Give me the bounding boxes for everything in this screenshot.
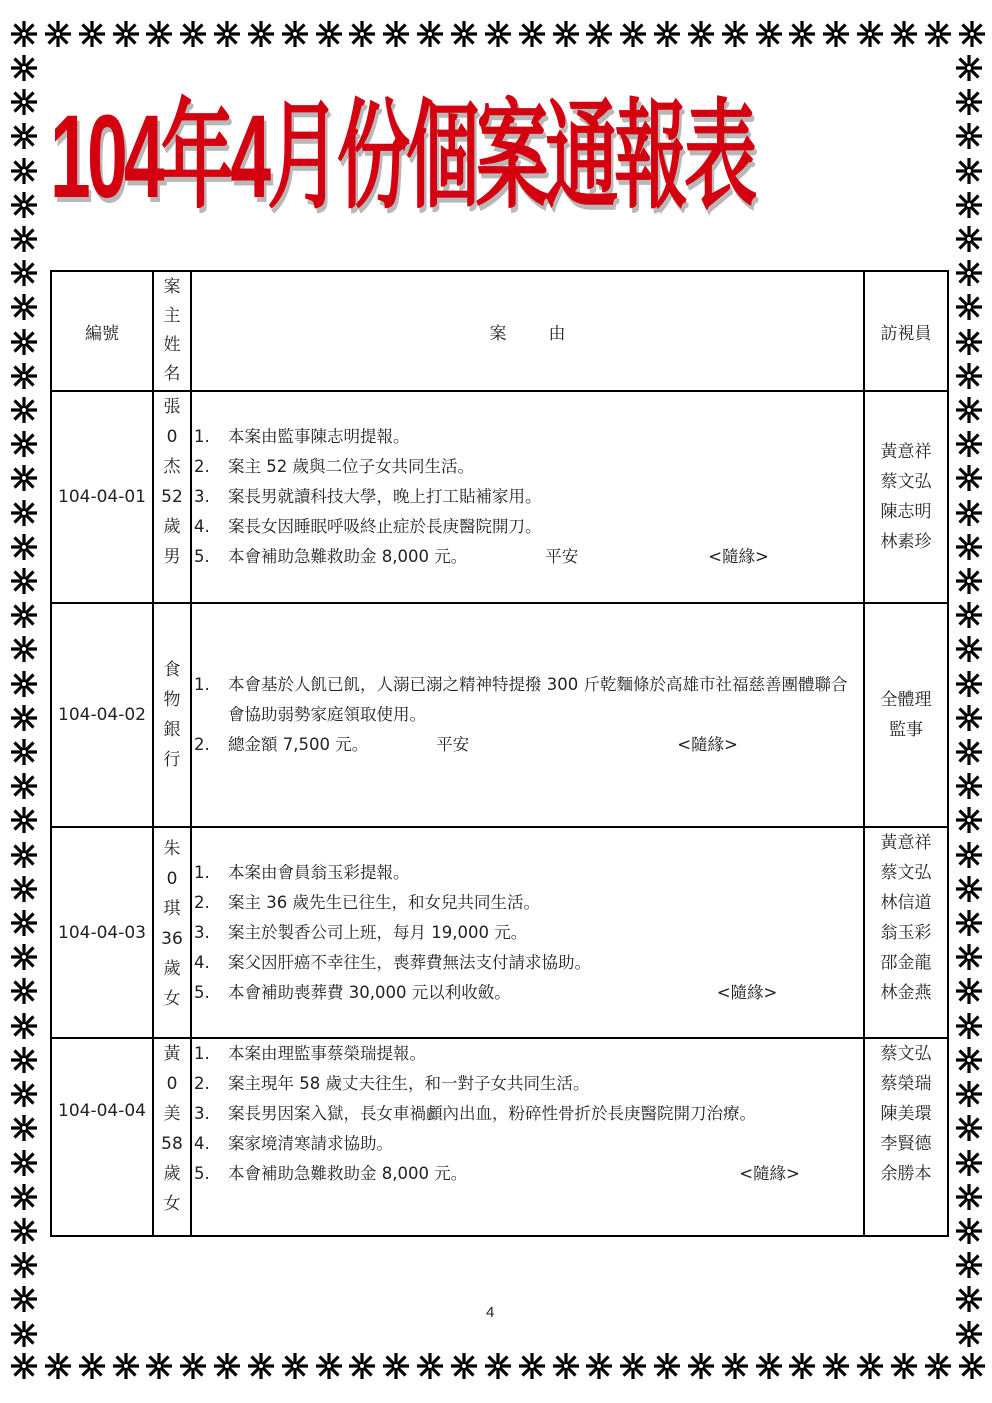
asterisk-star-icon bbox=[416, 20, 444, 48]
asterisk-star-icon bbox=[619, 1352, 647, 1380]
asterisk-star-icon bbox=[10, 841, 38, 869]
asterisk-star-icon bbox=[552, 20, 580, 48]
asterisk-star-icon bbox=[179, 20, 207, 48]
asterisk-star-icon bbox=[890, 20, 918, 48]
client-name-char: 0 bbox=[166, 1074, 178, 1094]
asterisk-star-icon bbox=[348, 1352, 376, 1380]
asterisk-star-icon bbox=[924, 20, 952, 48]
item-text: 總金額 7,500 元。 bbox=[228, 735, 369, 754]
asterisk-star-icon bbox=[755, 20, 783, 48]
item-text: 本會補助急難救助金 8,000 元。 bbox=[228, 1164, 468, 1183]
asterisk-star-icon bbox=[247, 20, 275, 48]
item-text: 本案由會員翁玉彩提報。 bbox=[228, 862, 410, 882]
asterisk-star-icon bbox=[179, 1352, 207, 1380]
asterisk-star-icon bbox=[213, 20, 241, 48]
reason-item bbox=[192, 542, 863, 572]
item-number: 2. bbox=[194, 735, 210, 754]
client-name-char: 女 bbox=[163, 989, 181, 1009]
header-name-char: 主 bbox=[163, 306, 181, 326]
item-number: 5. bbox=[194, 547, 210, 566]
client-name-char: 女 bbox=[163, 1194, 181, 1214]
asterisk-star-icon bbox=[955, 293, 983, 321]
item-text: 案長男就讀科技大學，晚上打工貼補家用。 bbox=[228, 487, 542, 506]
asterisk-star-icon bbox=[955, 157, 983, 185]
client-name bbox=[153, 391, 191, 603]
client-name-char: 黃 bbox=[163, 1044, 181, 1064]
case-reason bbox=[191, 603, 864, 827]
asterisk-star-icon bbox=[112, 20, 140, 48]
asterisk-star-icon bbox=[213, 1352, 241, 1380]
asterisk-star-icon bbox=[44, 20, 72, 48]
asterisk-star-icon bbox=[955, 1251, 983, 1279]
asterisk-star-icon bbox=[10, 909, 38, 937]
client-name-char: 張 bbox=[163, 397, 181, 417]
visitors bbox=[864, 827, 948, 1038]
asterisk-star-icon bbox=[10, 430, 38, 458]
visitor-name: 林信道 bbox=[880, 893, 932, 913]
client-name-char: 58 bbox=[161, 1134, 183, 1154]
asterisk-star-icon bbox=[955, 464, 983, 492]
asterisk-star-icon bbox=[10, 191, 38, 219]
header-name-char: 姓 bbox=[163, 335, 181, 355]
case-report-table bbox=[50, 270, 949, 1237]
asterisk-star-icon bbox=[10, 1046, 38, 1074]
asterisk-star-icon bbox=[382, 20, 410, 48]
reason-item bbox=[192, 978, 863, 1008]
asterisk-star-icon bbox=[955, 430, 983, 458]
item-number: 5. bbox=[194, 982, 210, 1002]
client-name-char: 琪 bbox=[163, 899, 181, 919]
asterisk-star-icon bbox=[382, 1352, 410, 1380]
item-text: 案長男因案入獄，長女車禍顱內出血，粉碎性骨折於長庚醫院開刀治療。 bbox=[228, 1104, 756, 1123]
table-row bbox=[51, 603, 948, 827]
asterisk-star-icon bbox=[955, 362, 983, 390]
case-id: 104-04-01 bbox=[51, 391, 153, 603]
star-border-left bbox=[10, 54, 40, 1348]
asterisk-star-icon bbox=[484, 1352, 512, 1380]
item-number: 3. bbox=[194, 1104, 210, 1123]
item-text: 案長女因睡眠呼吸終止症於長庚醫院開刀。 bbox=[228, 517, 542, 536]
reason-item bbox=[192, 888, 863, 918]
donation-tag: <隨緣> bbox=[739, 1164, 800, 1183]
visitor-name: 陳美環 bbox=[880, 1104, 932, 1124]
item-text: 案主於製香公司上班，每月 19,000 元。 bbox=[228, 922, 528, 942]
asterisk-star-icon bbox=[955, 977, 983, 1005]
asterisk-star-icon bbox=[955, 670, 983, 698]
asterisk-star-icon bbox=[78, 20, 106, 48]
header-reason-a: 案 bbox=[489, 323, 507, 344]
asterisk-star-icon bbox=[247, 1352, 275, 1380]
reason-item bbox=[192, 730, 863, 760]
visitor-name: 李賢德 bbox=[880, 1134, 932, 1154]
item-text: 案主 52 歲與二位子女共同生活。 bbox=[228, 457, 474, 476]
client-name-char: 美 bbox=[163, 1104, 181, 1124]
item-text: 案父因肝癌不幸往生，喪葬費無法支付請求協助。 bbox=[228, 952, 591, 972]
asterisk-star-icon bbox=[10, 1183, 38, 1211]
asterisk-star-icon bbox=[10, 1080, 38, 1108]
client-name-char: 歲 bbox=[163, 1164, 181, 1184]
item-number: 1. bbox=[194, 675, 210, 694]
asterisk-star-icon bbox=[10, 20, 38, 48]
asterisk-star-icon bbox=[10, 1320, 38, 1348]
asterisk-star-icon bbox=[112, 1352, 140, 1380]
asterisk-star-icon bbox=[955, 328, 983, 356]
asterisk-star-icon bbox=[788, 20, 816, 48]
asterisk-star-icon bbox=[955, 772, 983, 800]
asterisk-star-icon bbox=[721, 1352, 749, 1380]
asterisk-star-icon bbox=[518, 20, 546, 48]
asterisk-star-icon bbox=[281, 20, 309, 48]
reason-item bbox=[192, 1039, 863, 1069]
page-number: 4 bbox=[486, 1304, 495, 1321]
asterisk-star-icon bbox=[955, 1149, 983, 1177]
asterisk-star-icon bbox=[10, 157, 38, 185]
visitor-name: 翁玉彩 bbox=[880, 923, 932, 943]
asterisk-star-icon bbox=[955, 601, 983, 629]
asterisk-star-icon bbox=[348, 20, 376, 48]
item-number: 5. bbox=[194, 1164, 210, 1183]
header-reason bbox=[191, 271, 864, 391]
client-name-char: 歲 bbox=[163, 959, 181, 979]
header-name-char: 名 bbox=[163, 364, 181, 384]
asterisk-star-icon bbox=[955, 122, 983, 150]
client-name-char: 歲 bbox=[163, 517, 181, 537]
client-name-char: 物 bbox=[163, 690, 181, 710]
item-number: 2. bbox=[194, 1074, 210, 1093]
peace-note: 平安 bbox=[545, 547, 579, 566]
donation-tag: <隨緣> bbox=[677, 735, 738, 754]
client-name-char: 36 bbox=[161, 929, 183, 949]
asterisk-star-icon bbox=[10, 328, 38, 356]
star-border-top bbox=[10, 20, 986, 50]
asterisk-star-icon bbox=[856, 1352, 884, 1380]
star-border-bottom bbox=[10, 1352, 986, 1382]
client-name-char: 食 bbox=[163, 660, 181, 680]
reason-item bbox=[192, 1099, 863, 1129]
asterisk-star-icon bbox=[955, 1320, 983, 1348]
asterisk-star-icon bbox=[822, 1352, 850, 1380]
asterisk-star-icon bbox=[10, 1114, 38, 1142]
visitor-name: 林金燕 bbox=[880, 983, 932, 1003]
asterisk-star-icon bbox=[10, 738, 38, 766]
asterisk-star-icon bbox=[687, 1352, 715, 1380]
asterisk-star-icon bbox=[552, 1352, 580, 1380]
asterisk-star-icon bbox=[10, 225, 38, 253]
item-number: 2. bbox=[194, 892, 210, 912]
item-text: 本案由監事陳志明提報。 bbox=[228, 427, 410, 446]
case-reason bbox=[191, 827, 864, 1038]
visitors bbox=[864, 603, 948, 827]
asterisk-star-icon bbox=[10, 772, 38, 800]
visitor-name: 邵金龍 bbox=[880, 953, 932, 973]
header-name-char: 案 bbox=[163, 277, 181, 297]
visitor-name: 林素珍 bbox=[880, 532, 932, 552]
asterisk-star-icon bbox=[585, 20, 613, 48]
visitor-name: 黃意祥 bbox=[880, 833, 932, 853]
reason-item bbox=[192, 1069, 863, 1099]
asterisk-star-icon bbox=[416, 1352, 444, 1380]
client-name-char: 0 bbox=[166, 427, 178, 447]
item-text: 案主 36 歲先生已往生，和女兒共同生活。 bbox=[228, 892, 540, 912]
client-name bbox=[153, 603, 191, 827]
case-reason bbox=[191, 1038, 864, 1236]
header-client-name bbox=[153, 271, 191, 391]
asterisk-star-icon bbox=[924, 1352, 952, 1380]
visitor-name: 蔡文弘 bbox=[880, 863, 932, 883]
asterisk-star-icon bbox=[856, 20, 884, 48]
asterisk-star-icon bbox=[10, 875, 38, 903]
item-text: 本會補助喪葬費 30,000 元以利收斂。 bbox=[228, 982, 511, 1002]
reason-item bbox=[192, 948, 863, 978]
case-id: 104-04-03 bbox=[51, 827, 153, 1038]
asterisk-star-icon bbox=[687, 20, 715, 48]
reason-item bbox=[192, 858, 863, 888]
asterisk-star-icon bbox=[10, 1251, 38, 1279]
asterisk-star-icon bbox=[10, 54, 38, 82]
asterisk-star-icon bbox=[958, 20, 986, 48]
asterisk-star-icon bbox=[955, 1114, 983, 1142]
asterisk-star-icon bbox=[10, 943, 38, 971]
donation-tag: <隨緣> bbox=[708, 547, 769, 566]
asterisk-star-icon bbox=[955, 499, 983, 527]
asterisk-star-icon bbox=[755, 1352, 783, 1380]
asterisk-star-icon bbox=[10, 122, 38, 150]
asterisk-star-icon bbox=[955, 225, 983, 253]
asterisk-star-icon bbox=[955, 567, 983, 595]
item-number: 1. bbox=[194, 427, 210, 446]
item-number: 1. bbox=[194, 862, 210, 882]
case-id: 104-04-02 bbox=[51, 603, 153, 827]
asterisk-star-icon bbox=[315, 20, 343, 48]
item-number: 1. bbox=[194, 1044, 210, 1063]
visitor-name: 陳志明 bbox=[880, 502, 932, 522]
visitors bbox=[864, 391, 948, 603]
reason-item bbox=[192, 512, 863, 542]
asterisk-star-icon bbox=[955, 88, 983, 116]
asterisk-star-icon bbox=[955, 635, 983, 663]
client-name bbox=[153, 827, 191, 1038]
asterisk-star-icon bbox=[955, 54, 983, 82]
asterisk-star-icon bbox=[955, 533, 983, 561]
header-reason-b: 由 bbox=[548, 323, 566, 344]
reason-item bbox=[192, 918, 863, 948]
asterisk-star-icon bbox=[955, 704, 983, 732]
visitor-name: 黃意祥 bbox=[880, 442, 932, 462]
client-name bbox=[153, 1038, 191, 1236]
asterisk-star-icon bbox=[10, 1217, 38, 1245]
item-text: 本會基於人飢已飢，人溺已溺之精神特提撥 300 斤乾麵條於高雄市社福慈善團體聯合會協助弱勢家庭領取使用。 bbox=[228, 675, 848, 724]
client-name-char: 52 bbox=[161, 487, 183, 507]
page-title: 104年4月份個案通報表 bbox=[50, 91, 754, 223]
asterisk-star-icon bbox=[955, 841, 983, 869]
reason-item bbox=[192, 1129, 863, 1159]
star-border-right bbox=[955, 54, 985, 1348]
table-header-row bbox=[51, 271, 948, 391]
case-reason bbox=[191, 391, 864, 603]
asterisk-star-icon bbox=[585, 1352, 613, 1380]
asterisk-star-icon bbox=[450, 20, 478, 48]
visitor-name: 監事 bbox=[889, 720, 923, 740]
asterisk-star-icon bbox=[822, 20, 850, 48]
item-number: 3. bbox=[194, 487, 210, 506]
asterisk-star-icon bbox=[10, 533, 38, 561]
client-name-char: 銀 bbox=[163, 720, 181, 740]
asterisk-star-icon bbox=[955, 259, 983, 287]
asterisk-star-icon bbox=[10, 635, 38, 663]
asterisk-star-icon bbox=[10, 362, 38, 390]
visitor-name: 全體理 bbox=[880, 690, 932, 710]
asterisk-star-icon bbox=[450, 1352, 478, 1380]
client-name-char: 朱 bbox=[163, 839, 181, 859]
asterisk-star-icon bbox=[10, 499, 38, 527]
visitors bbox=[864, 1038, 948, 1236]
client-name-char: 行 bbox=[163, 750, 181, 770]
visitor-name: 蔡文弘 bbox=[880, 472, 932, 492]
reason-item bbox=[192, 670, 863, 730]
asterisk-star-icon bbox=[281, 1352, 309, 1380]
asterisk-star-icon bbox=[10, 1012, 38, 1040]
item-number: 2. bbox=[194, 457, 210, 476]
asterisk-star-icon bbox=[955, 1285, 983, 1313]
asterisk-star-icon bbox=[10, 293, 38, 321]
asterisk-star-icon bbox=[145, 1352, 173, 1380]
item-number: 4. bbox=[194, 1134, 210, 1153]
asterisk-star-icon bbox=[958, 1352, 986, 1380]
item-number: 4. bbox=[194, 517, 210, 536]
asterisk-star-icon bbox=[955, 1183, 983, 1211]
asterisk-star-icon bbox=[10, 464, 38, 492]
asterisk-star-icon bbox=[955, 909, 983, 937]
client-name-char: 男 bbox=[163, 547, 181, 567]
item-text: 本案由理監事蔡榮瑞提報。 bbox=[228, 1044, 426, 1063]
asterisk-star-icon bbox=[653, 1352, 681, 1380]
asterisk-star-icon bbox=[10, 601, 38, 629]
table-row bbox=[51, 391, 948, 603]
asterisk-star-icon bbox=[10, 1149, 38, 1177]
item-number: 3. bbox=[194, 922, 210, 942]
asterisk-star-icon bbox=[955, 943, 983, 971]
asterisk-star-icon bbox=[10, 806, 38, 834]
asterisk-star-icon bbox=[10, 1352, 38, 1380]
asterisk-star-icon bbox=[955, 1080, 983, 1108]
visitor-name: 蔡文弘 bbox=[880, 1044, 932, 1064]
asterisk-star-icon bbox=[145, 20, 173, 48]
item-number: 4. bbox=[194, 952, 210, 972]
visitor-name: 蔡榮瑞 bbox=[880, 1074, 932, 1094]
asterisk-star-icon bbox=[10, 670, 38, 698]
asterisk-star-icon bbox=[10, 396, 38, 424]
asterisk-star-icon bbox=[10, 704, 38, 732]
asterisk-star-icon bbox=[10, 567, 38, 595]
asterisk-star-icon bbox=[788, 1352, 816, 1380]
asterisk-star-icon bbox=[315, 1352, 343, 1380]
header-visitor: 訪視員 bbox=[864, 271, 948, 391]
asterisk-star-icon bbox=[518, 1352, 546, 1380]
table-row bbox=[51, 827, 948, 1038]
asterisk-star-icon bbox=[955, 396, 983, 424]
item-text: 案家境清寒請求協助。 bbox=[228, 1134, 393, 1153]
asterisk-star-icon bbox=[721, 20, 749, 48]
asterisk-star-icon bbox=[955, 191, 983, 219]
asterisk-star-icon bbox=[890, 1352, 918, 1380]
client-name-char: 杰 bbox=[163, 457, 181, 477]
item-text: 本會補助急難救助金 8,000 元。 bbox=[228, 547, 468, 566]
asterisk-star-icon bbox=[44, 1352, 72, 1380]
donation-tag: <隨緣> bbox=[716, 982, 778, 1002]
asterisk-star-icon bbox=[484, 20, 512, 48]
asterisk-star-icon bbox=[10, 88, 38, 116]
asterisk-star-icon bbox=[78, 1352, 106, 1380]
reason-item bbox=[192, 1159, 863, 1189]
table-row bbox=[51, 1038, 948, 1236]
asterisk-star-icon bbox=[10, 259, 38, 287]
header-id: 編號 bbox=[51, 271, 153, 391]
asterisk-star-icon bbox=[955, 875, 983, 903]
asterisk-star-icon bbox=[10, 1285, 38, 1313]
asterisk-star-icon bbox=[955, 1046, 983, 1074]
case-id: 104-04-04 bbox=[51, 1038, 153, 1236]
asterisk-star-icon bbox=[10, 977, 38, 1005]
reason-item bbox=[192, 482, 863, 512]
asterisk-star-icon bbox=[955, 806, 983, 834]
client-name-char: 0 bbox=[166, 869, 178, 889]
asterisk-star-icon bbox=[653, 20, 681, 48]
asterisk-star-icon bbox=[619, 20, 647, 48]
asterisk-star-icon bbox=[955, 738, 983, 766]
reason-item bbox=[192, 452, 863, 482]
item-text: 案主現年 58 歲丈夫往生，和一對子女共同生活。 bbox=[228, 1074, 590, 1093]
asterisk-star-icon bbox=[955, 1217, 983, 1245]
reason-item bbox=[192, 422, 863, 452]
visitor-name: 余勝本 bbox=[880, 1164, 932, 1184]
peace-note: 平安 bbox=[436, 735, 470, 754]
asterisk-star-icon bbox=[955, 1012, 983, 1040]
